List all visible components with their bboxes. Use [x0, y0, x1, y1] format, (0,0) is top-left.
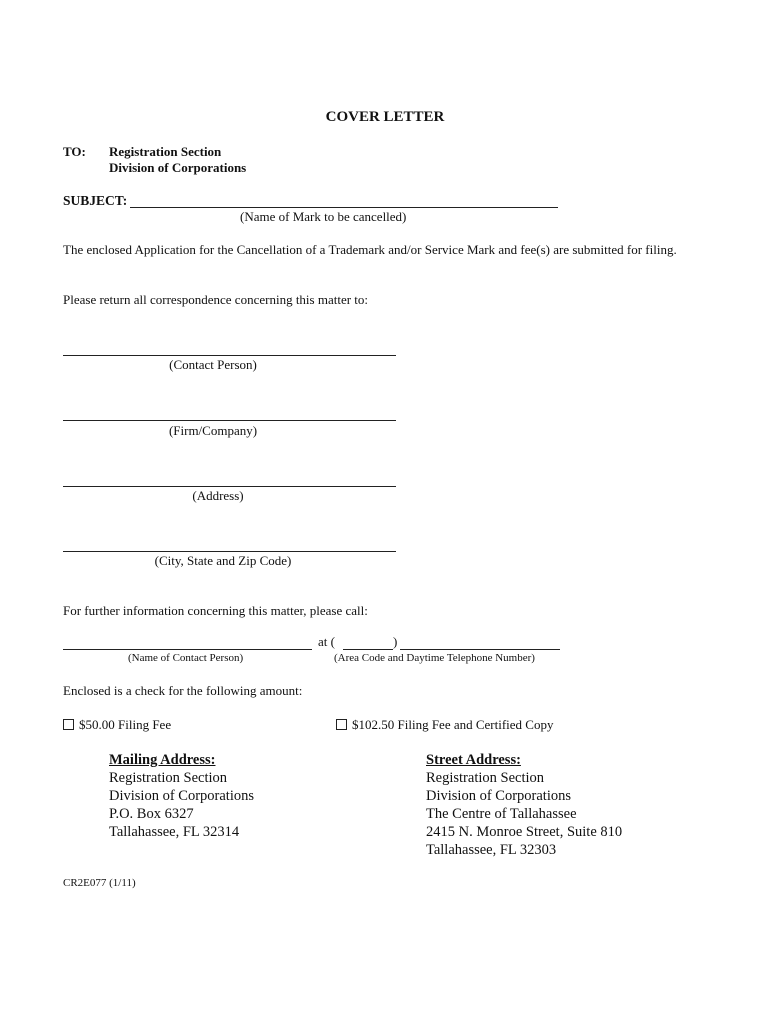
mailing-address-line: Registration Section — [109, 770, 227, 786]
close-paren: ) — [393, 634, 398, 649]
address-field[interactable] — [63, 486, 396, 487]
to-label: TO: — [63, 144, 86, 159]
form-code: CR2E077 (1/11) — [63, 877, 136, 889]
street-address-line: Tallahassee, FL 32303 — [426, 842, 557, 858]
checkbox-icon[interactable] — [336, 719, 347, 730]
mailing-address-line: Division of Corporations — [109, 788, 254, 804]
city-state-zip-field[interactable] — [63, 551, 396, 552]
street-address-heading: Street Address: — [426, 752, 521, 768]
firm-company-caption: (Firm/Company) — [168, 423, 258, 438]
street-address-line: The Centre of Tallahassee — [426, 806, 577, 822]
fee-label-50: $50.00 Filing Fee — [79, 717, 172, 732]
firm-company-field[interactable] — [63, 420, 396, 421]
to-line-1: Registration Section — [109, 144, 222, 159]
subject-field[interactable] — [130, 207, 558, 208]
to-line-2: Division of Corporations — [109, 160, 247, 175]
fee-option-102[interactable] — [336, 717, 553, 733]
subject-label: SUBJECT: — [63, 193, 128, 208]
mailing-address-line: P.O. Box 6327 — [109, 806, 194, 822]
area-code-field[interactable] — [343, 649, 393, 650]
mailing-address-heading: Mailing Address: — [109, 752, 216, 768]
contact-person-caption: (Contact Person) — [169, 357, 257, 372]
phone-number-field[interactable] — [400, 649, 560, 650]
address-caption: (Address) — [192, 488, 244, 503]
contact-name-caption: (Name of Contact Person) — [128, 652, 244, 664]
subject-caption: (Name of Mark to be cancelled) — [240, 209, 407, 224]
checkbox-icon[interactable] — [63, 719, 74, 730]
city-state-zip-caption: (City, State and Zip Code) — [154, 553, 292, 568]
contact-name-field[interactable] — [63, 649, 312, 650]
street-address-line: Division of Corporations — [426, 788, 571, 804]
mailing-address-line: Tallahassee, FL 32314 — [109, 824, 240, 840]
fee-label-102: $102.50 Filing Fee and Certified Copy — [352, 717, 554, 732]
fee-option-50[interactable] — [63, 717, 171, 733]
return-paragraph: Please return all correspondence concerning this matter to: — [63, 292, 369, 307]
street-address-line: 2415 N. Monroe Street, Suite 810 — [426, 824, 623, 840]
enclosed-check-text: Enclosed is a check for the following amount: — [63, 683, 303, 698]
at-label: at ( — [318, 634, 335, 649]
mailing-address-block — [109, 751, 254, 841]
contact-person-field[interactable] — [63, 355, 396, 356]
street-address-line: Registration Section — [426, 770, 544, 786]
phone-number-caption: (Area Code and Daytime Telephone Number) — [334, 652, 535, 664]
street-address-block — [426, 751, 622, 859]
page-title: COVER LETTER — [325, 109, 445, 125]
further-info-text: For further information concerning this matter, please call: — [63, 603, 368, 618]
intro-paragraph: The enclosed Application for the Cancellation of a Trademark and/or Service Mark and fee(s) are submitted for filing. — [63, 242, 677, 257]
